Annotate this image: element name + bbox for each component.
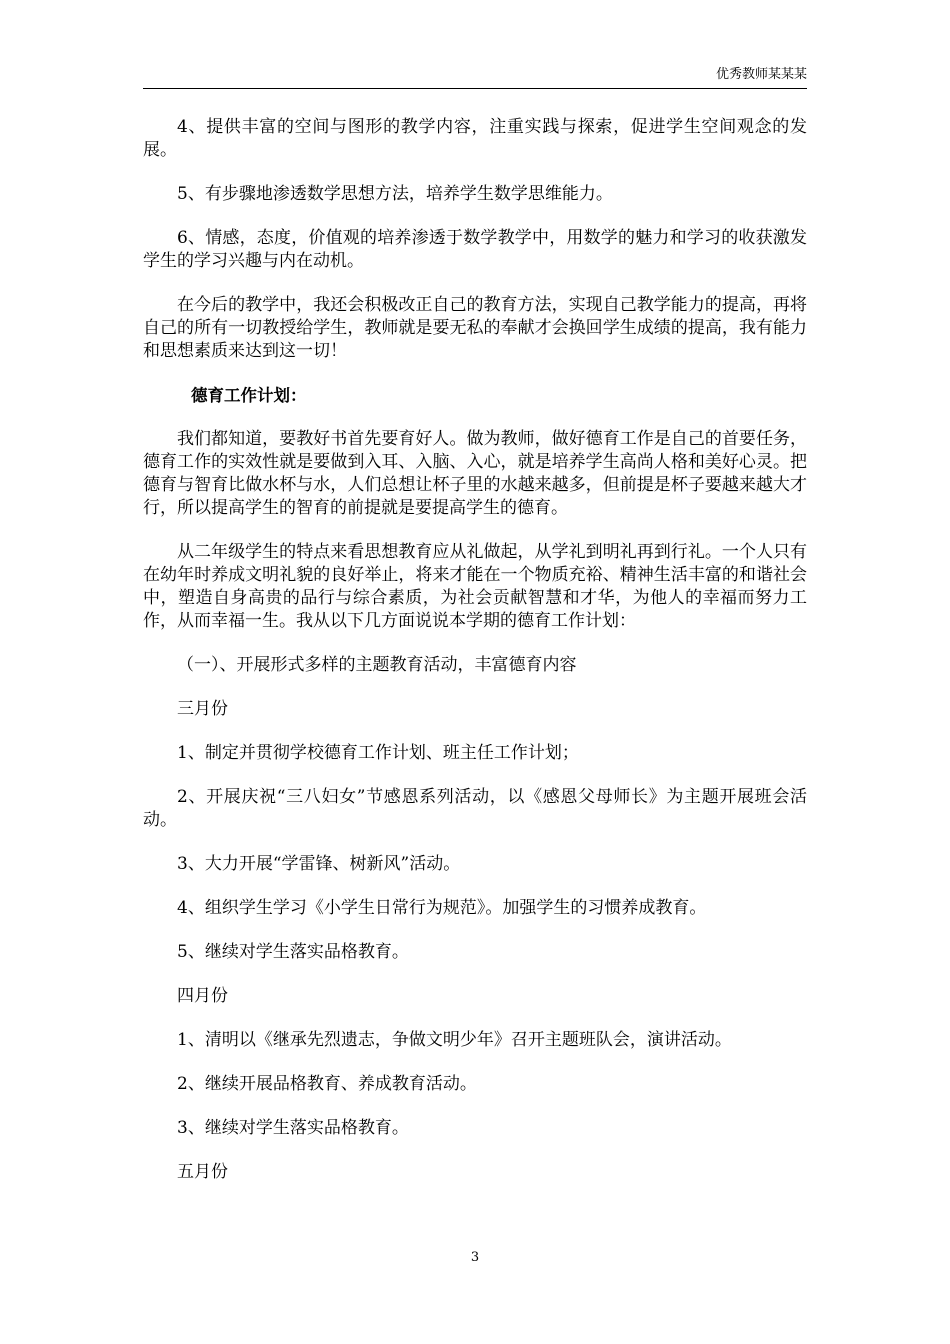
list-item-march-3: 3、大力开展“学雷锋、树新风”活动。	[177, 854, 461, 874]
month-label-march: 三月份	[177, 699, 228, 719]
paragraph-item-5-math-thinking: 5、有步骤地渗透数学思想方法，培养学生数学思维能力。	[177, 184, 613, 204]
paragraph-item-6-values: 6、情感，态度，价值观的培养渗透于数学教学中，用数学的魅力和学习的收获激发学生的学习兴趣与内在动机。	[143, 228, 807, 271]
paragraph-item-4-space-geometry: 4、提供丰富的空间与图形的教学内容，注重实践与探索，促进学生空间观念的发展。	[143, 117, 807, 160]
page-header-author: 优秀教师某某某	[715, 67, 807, 82]
page-number: 3	[470, 1250, 480, 1265]
month-label-april: 四月份	[177, 986, 228, 1006]
list-item-march-4: 4、组织学生学习《小学生日常行为规范》。加强学生的习惯养成教育。	[177, 898, 707, 918]
list-item-april-2: 2、继续开展品格教育、养成教育活动。	[177, 1074, 477, 1094]
section-heading-moral-education-plan: 德育工作计划：	[191, 386, 307, 405]
subheading-themed-activities: （一）、开展形式多样的主题教育活动，丰富德育内容	[177, 655, 577, 675]
paragraph-grade-two-characteristics: 从二年级学生的特点来看思想教育应从礼做起，从学礼到明礼再到行礼。一个人只有在幼年时养成文明礼貌的良好举止，将来才能在一个物质充裕、精神生活丰富的和谐社会中，塑造自身高贵的品行与综合素质，为社会贡献智慧和才华，为他人的幸福而努力工作，从而幸福一生。我从以下几方面说说本学期的德育工作计划：	[143, 542, 807, 631]
paragraph-moral-intro: 我们都知道，要教好书首先要育好人。做为教师，做好德育工作是自己的首要任务，德育工作的实效性就是要做到入耳、入脑、入心，就是培养学生高尚人格和美好心灵。把德育与智育比做水杯与水，人们总想让杯子里的水越来越多，但前提是杯子要越来越大才行，所以提高学生的智育的前提就是要提高学生的德育。	[143, 429, 807, 518]
list-item-march-5: 5、继续对学生落实品格教育。	[177, 942, 409, 962]
list-item-april-1: 1、清明以《继承先烈遗志，争做文明少年》召开主题班队会，演讲活动。	[177, 1030, 732, 1050]
list-item-april-3: 3、继续对学生落实品格教育。	[177, 1118, 409, 1138]
list-item-march-2: 2、开展庆祝“三八妇女”节感恩系列活动，以《感恩父母师长》为主题开展班会活动。	[143, 787, 807, 830]
document-body	[143, 116, 807, 1205]
list-item-march-1: 1、制定并贯彻学校德育工作计划、班主任工作计划；	[177, 743, 579, 763]
paragraph-future-teaching: 在今后的教学中，我还会积极改正自己的教育方法，实现自己教学能力的提高，再将自己的所有一切教授给学生，教师就是要无私的奉献才会换回学生成绩的提高，我有能力和思想素质来达到这一切！	[143, 295, 807, 361]
month-label-may: 五月份	[177, 1162, 228, 1182]
header-divider	[143, 88, 807, 89]
